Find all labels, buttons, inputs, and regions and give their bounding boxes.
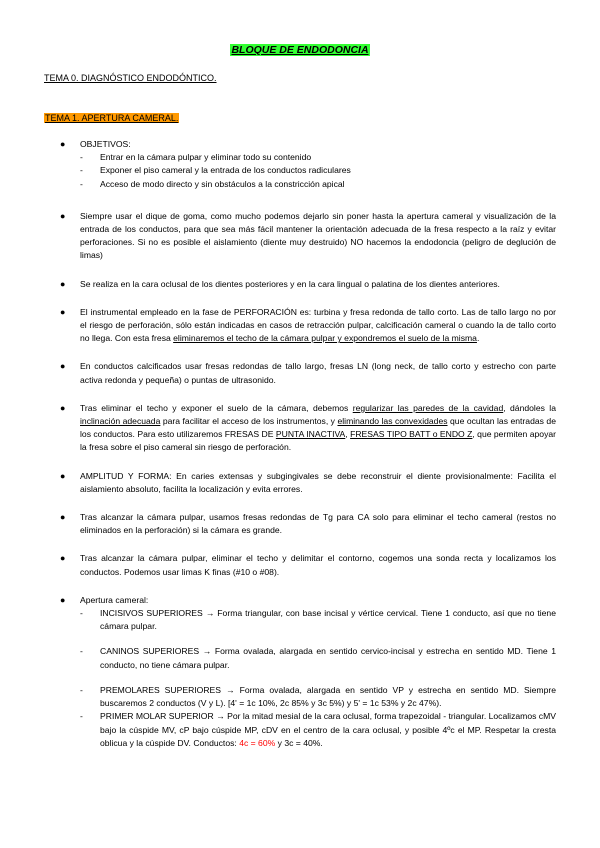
list-item: - Entrar en la cámara pulpar y eliminar todo su contenido — [80, 152, 312, 163]
bullet-dot-icon: ● — [60, 512, 66, 523]
bullet-cara: ● Se realiza en la cara oclusal de los dientes posteriores y en la cara lingual o palatina de los dientes anteriores. — [44, 278, 556, 291]
bullet-dot-icon: ● — [60, 306, 66, 317]
apertura-label: Apertura cameral: — [80, 594, 149, 605]
bullet-amplitud: ● AMPLITUD Y FORMA: En caries extensas y subgingivales se debe reconstruir el diente provisionalmente: Facilita el aislamiento absoluto, facilita la localización y evita errores. — [60, 470, 556, 494]
bullet-dot-icon: ● — [60, 139, 66, 149]
bullet-dot-icon: ● — [60, 361, 66, 372]
list-item: - Acceso de modo directo y sin obstáculos a la constricción apical — [80, 178, 345, 189]
list-item: - PRIMER MOLAR SUPERIOR → Por la mitad mesial de la cara oclusal, forma trapezoidal - triangular. Localizamos cMV bajo la cúspide MV, cP bajo cúspide MP, cDV en el centro de la cara oclusal, y posible 4ºc el MP. Respetar la cresta oblicua y la cúspide DV. Conductos: 4c = 60% y 3c = 40%. — [80, 711, 556, 748]
bullet-instrumental: ● El instrumental empleado en la fase de PERFORACIÓN es: turbina y fresa redonda de tallo corto. Las de tallo largo no por el riesgo de perforación, sólo están indicadas en casos de retracción pulpar, calcificación cameral o cuando la de tallo corto no llega. Con esta fresa eliminaremos el techo de la cámara pulpar y expondremos el suelo de la misma. — [60, 306, 556, 344]
bullet-dique: ● Siempre usar el dique de goma, como mucho podemos dejarlo sin poner hasta la apertura cameral y visualización de la entrada de los conductos, para que sea más fácil mantener la orientación adecuada de la fresa respecto a la raíz y evitar perforaciones. Si no es posible el aislamiento (diente muy destruido) NO hacemos la endodoncia (peligro de deglución de limas) — [60, 210, 556, 261]
bullet-tg: ● Tras alcanzar la cámara pulpar, usamos fresas redondas de Tg para CA solo para eliminar el techo cameral (restos no eliminados en la perforación) si la cámara es grande. — [60, 512, 556, 536]
bullet-dot-icon: ● — [60, 470, 66, 481]
tema0-heading: TEMA 0. DIAGNÓSTICO ENDODÓNTICO. — [44, 73, 217, 83]
list-item: - CANINOS SUPERIORES → Forma ovalada, alargada en sentido cervico-incisal y estrecha en sentido MD. Tiene 1 conducto, no tiene cámara pulpar. — [80, 646, 556, 670]
bullet-dot-icon: ● — [60, 594, 66, 605]
bullet-dot-icon: ● — [60, 278, 66, 289]
bullet-dot-icon: ● — [60, 210, 66, 221]
bullet-dot-icon: ● — [60, 402, 66, 413]
objetivos-label: OBJETIVOS: — [80, 139, 131, 149]
apertura-list — [80, 607, 556, 750]
document-title: BLOQUE DE ENDODONCIA — [231, 44, 369, 56]
bullet-sonda: ● Tras alcanzar la cámara pulpar, eliminar el techo y delimitar el contorno, cogemos una sonda recta y localizamos los conductos. Podemos usar limas K finas (#10 o #08). — [60, 553, 556, 577]
bullet-techo: ● Tras eliminar el techo y exponer el suelo de la cámara, debemos regularizar las paredes de la cavidad, dándoles la inclinación adecuada para facilitar el acceso de los instrumentos, y eliminando las convexidades que ocultan las entradas de los conductos. Para esto utilizaremos FRESAS DE PUNTA INACTIVA, FRESAS TIPO BATT o ENDO Z, que permiten apoyar la fresa sobre el piso cameral sin riesgo de perforación. — [60, 402, 557, 453]
list-item: - PREMOLARES SUPERIORES → Forma ovalada, alargada en sentido VP y estrecha en sentido MD. Siempre buscaremos 2 conductos (V y L). [4' = 1c 10%, 2c 85% y 3c 5%) y 5' = 1c 53% y 2c 47%). — [80, 684, 556, 709]
bullet-apertura — [44, 594, 556, 750]
list-item: - Exponer el piso cameral y la entrada de los conductos radiculares — [80, 165, 351, 176]
highlight-red-text: 4c = 60% — [239, 737, 276, 748]
list-item: - INCISIVOS SUPERIORES → Forma triangular, con base incisal y vértice cervical. Tiene 1 conducto, así que no tiene cámara pulpar. — [80, 608, 556, 632]
tema1-heading: TEMA 1. APERTURA CAMERAL. — [45, 113, 179, 123]
objetivos-list — [80, 151, 556, 191]
bullet-dot-icon: ● — [60, 553, 66, 564]
bullet-objetivos — [44, 138, 556, 191]
bullet-calcificados: ● En conductos calcificados usar fresas redondas de tallo largo, fresas LN (long neck, de tallo corto y estrecho con parte activa redonda y pequeña) o puntas de ultrasonido. — [60, 361, 556, 385]
document-content — [44, 138, 556, 765]
